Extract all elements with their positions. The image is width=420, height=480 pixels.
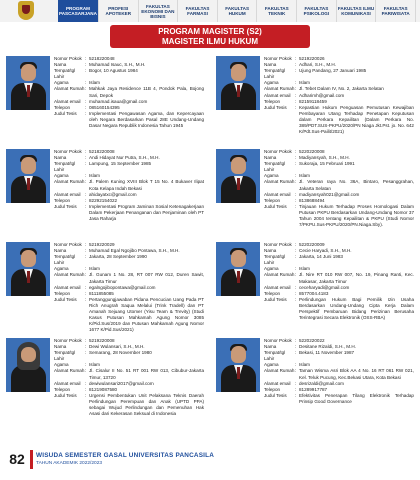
field-separator: : [85,68,87,74]
field-label: Alamat Rumah [264,86,295,92]
field-value-no-pokok: 5219220008 [89,338,115,343]
info-row-judul-tesis [54,393,204,417]
info-row-alamat-rumah [264,179,414,191]
field-separator: : [85,86,87,92]
graduate-photo [216,338,260,392]
field-separator: : [295,92,297,98]
info-row-ttl [54,350,204,362]
info-row-judul-tesis [54,111,204,129]
field-label: Judul Tesis [54,296,77,302]
info-row-ttl [54,161,204,173]
field-label: Alamat email [54,380,81,386]
field-label: Nama [54,248,67,254]
field-value-ttl: Lampung, 15 September 1985 [89,161,152,167]
field-value-telepon: 085160154395 [89,104,120,110]
info-row-ttl [264,350,414,362]
field-label: Alamat email [54,191,81,197]
field-value-alamat-rumah: Mahkak Jaya Residence 11B 4, Pondok Pala, Bojong Sari, Depok [89,86,204,98]
info-row-judul-tesis [264,204,414,228]
field-value-judul-tesis: Implementasi Pengawasan Agama, dan Kepercayaan oleh Negara Berdasarkan Pasal 28E Undang-Undang Dasar Negara Republik Indonesia Tahun 1945 [89,110,204,129]
field-separator: : [295,350,297,356]
field-separator: : [85,161,87,167]
field-label: Nomor Pokok [264,338,292,343]
graduate-photo [6,56,50,110]
field-separator: : [295,272,297,278]
footer-year: TAHUN AKADEMIK 2022/2023 [36,461,103,466]
field-label: Judul Tesis [264,104,287,110]
field-value-alamat-email: madiyansyah021@gmail.com [299,191,360,197]
faculty-tabs [58,0,416,22]
field-value-nama: Desitane Rizaldi, S.H., M.H. [299,344,356,350]
field-separator: : [295,203,297,209]
field-value-judul-tesis: Pertanggungjawaban Pidana Pencucian Uang Pada PT Rich Anugrah Saqua Melalui (Trink Tradell) dan PT Amanah Sejuang Utomer (Yisu Team & Trevity) (Studi Kasus Putusan Mahkamah Agung Nomor 3085 K/Pid.Sus/2019 dan Putusan Mahkamah Agung Nomor 1677 K/Pid.Sus/2021) [89,296,204,333]
field-value-no-pokok: 5219220026 [299,56,325,61]
field-value-no-pokok: 5220220022 [299,338,325,343]
field-separator: : [85,248,87,254]
field-label: Alamat email [264,284,291,290]
field-value-telepon: 81219087580 [89,386,118,392]
field-value-telepon: 82159118459 [299,98,327,104]
field-separator: : [295,149,297,154]
field-value-alamat-email: egalngojibopontawa@gmail.com [89,284,156,290]
field-label: Telepon [54,104,71,110]
field-value-alamat-rumah: Jl. Gunam 1 No. 28, RT 007 RW 012, Duren Sawit, Jakarta Timur [89,272,204,284]
field-value-telepon: 82292154022 [89,197,118,203]
field-separator: : [295,191,297,197]
info-row-alamat-rumah [264,272,414,284]
info-row-alamat-rumah [264,368,414,380]
field-separator: : [295,266,297,272]
graduate-entry [216,338,414,436]
field-separator: : [295,56,297,61]
field-value-judul-tesis: Implementasi Program Jaminan Sosial Ketenagakerjaan Dalam Pekerjaan Penanganan dan Penjaminan oleh PT Jasa Raharja [89,203,204,222]
field-label: Nama [264,344,277,350]
graduate-photo [216,242,260,296]
field-value-telepon: 8111855085 [89,290,114,296]
field-separator: : [295,98,297,104]
field-label: Alamat Rumah [54,368,85,374]
field-value-alamat-rumah: Jl. Palem Kuning XVIII Blok T 15 No. 4 Bukaver Ilipat Kota Kelapa Indah Bekasi [89,179,204,191]
program-title: PROGRAM MAGISTER (S2) [158,27,262,36]
field-label: Telepon [54,197,71,203]
field-value-agama: Islam [89,362,100,368]
graduate-info [54,338,204,417]
field-value-ttl: Bogor, 10 Agustus 1984 [89,68,138,74]
field-label: Alamat Rumah [54,86,85,92]
field-separator: : [85,56,87,61]
info-row-ttl [264,161,414,173]
graduate-entry [216,242,414,340]
field-label: Nama [264,248,277,254]
field-separator: : [295,392,297,398]
field-separator: : [85,254,87,260]
field-label: Tempat/tgl Lahir [54,350,76,362]
field-value-telepon: 81289917787 [299,386,328,392]
field-label: Nama [264,155,277,161]
graduate-entry [6,56,204,154]
field-label: Judul Tesis [264,296,287,302]
graduate-photo [6,149,50,203]
field-label: Agama [264,173,279,179]
field-separator: : [295,254,297,260]
field-label: Agama [54,173,69,179]
field-value-nama: Dewi Wulansari, S.H., M.H. [89,344,145,350]
field-value-judul-tesis: Kepastian Hukum Penguasan Pemutusan Kewajiban Pembayaran Utang Terhadap Penetapan Keputusan dalam Perkara Kepailitan (Dalam Perkara No. 389/PDT.SUS-PKPU/2020/PN Niaga Jkt.Pst. jo. No. 642 K/Pdt.Sus-Pailit/2021) [299,104,414,135]
field-separator: : [295,380,297,386]
field-label: Telepon [54,290,71,296]
field-value-judul-tesis: Efektivitas Penerapan Tilang Elektronik Terhadap Prinsip Good Governance [299,392,414,404]
field-label: Agama [54,266,69,272]
field-label: Nomor Pokok [54,242,82,247]
field-separator: : [295,62,297,68]
tab-program-pascasarjana[interactable]: PROGRAM PASCASARJANA [58,0,99,22]
field-label: Nama [54,344,67,350]
field-value-no-pokok: 5220220009 [299,242,325,247]
field-separator: : [295,290,297,296]
field-value-no-pokok: 5219220029 [89,242,115,247]
field-value-nama: Madiyansyah, S.H., M.H. [299,155,350,161]
field-value-alamat-email: Adharimh@gmail.com [299,92,345,98]
field-separator: : [85,284,87,290]
field-separator: : [85,242,87,247]
field-label: Alamat email [264,380,291,386]
graduate-entry [6,242,204,340]
field-value-judul-tesis: Tinjauan Hukum Terhadap Proses Homologasi Dalam Putusan PKPU Berdasarkan Undang-Undang Nomor 37 Tahun 2004 tentang Kepailitan & PKPU (Studi Nomor 7/PKPU.Sus-PKPU/2020/PN.Niaga.Sby). [299,203,414,228]
field-value-agama: Islam [299,266,310,272]
field-label: Alamat email [264,191,291,197]
field-separator: : [85,272,87,278]
field-separator: : [85,80,87,86]
info-row-ttl [264,68,414,80]
field-value-no-pokok: 5218220048 [89,56,115,61]
field-value-agama: Islam [299,173,310,179]
graduate-entry [6,149,204,247]
tab-fakultas-psikologi[interactable]: FAKULTAS PSIKOLOGI [297,0,337,22]
field-label: Tempat/tgl Lahir [264,254,286,266]
field-separator: : [85,191,87,197]
field-label: Judul Tesis [54,392,77,398]
field-value-alamat-email: ahidayatxc@gmail.com [89,191,137,197]
field-value-nama: Adhari, S.H., M.H. [299,62,337,68]
field-value-ttl: Sukoraja, 15 Februari 1991 [299,161,355,167]
field-separator: : [85,197,87,203]
tab-fakultas-farmasi[interactable]: FAKULTAS FARMASI [178,0,218,22]
graduate-info [264,242,414,321]
graduate-info [264,338,414,405]
field-separator: : [295,284,297,290]
field-label: Judul Tesis [54,203,77,209]
field-value-telepon: 8577004.4183 [299,290,329,296]
graduate-info [54,242,204,333]
field-label: Alamat Rumah [264,368,295,374]
tab-fakultas-teknik[interactable]: FAKULTAS TEKNIK [257,0,297,22]
field-label: Telepon [54,386,71,392]
field-value-alamat-rumah: Jl. Tebet Dalam IV, No. 2, Jakarta Selatan [299,86,384,92]
info-row-judul-tesis [264,297,414,321]
field-label: Nomor Pokok [54,149,82,154]
field-value-alamat-rumah: Taman Wisma Asri Blok AA 4 No. 16 RT 061 RW 021, Kel. Teluk Pucung, Kec.Bekasi Utara, Kota Bekasi [299,368,414,380]
footer-event: WISUDA SEMESTER GASAL UNIVERSITAS PANCASILA [36,452,215,459]
tab-fakultas-ekonomi[interactable]: FAKULTAS EKONOMI DAN BISNIS [139,0,179,22]
field-separator: : [85,296,87,302]
graduate-photo [6,338,50,392]
field-separator: : [295,104,297,110]
field-value-agama: Islam [89,266,100,272]
info-row-ttl [264,254,414,266]
field-value-agama: Islam [89,173,100,179]
field-separator: : [295,155,297,161]
field-label: Tempat/tgl Lahir [264,68,286,80]
field-separator: : [85,266,87,272]
field-separator: : [295,242,297,247]
field-label: Agama [264,266,279,272]
field-label: Alamat email [54,98,81,104]
field-separator: : [85,344,87,350]
field-label: Alamat Rumah [264,179,295,185]
field-separator: : [85,290,87,296]
field-value-no-pokok: 5218220008 [89,149,115,154]
field-label: Agama [264,362,279,368]
graduate-info [54,149,204,222]
field-value-ttl: Jakarta, 28 September 1990 [89,254,147,260]
field-separator: : [85,179,87,185]
field-separator: : [85,338,87,343]
field-separator: : [85,149,87,154]
tab-fakultas-pariwisata[interactable]: FAKULTAS PARIWISATA [376,0,416,22]
field-label: Tempat/tgl Lahir [54,254,76,266]
tab-fakultas-hukum[interactable]: FAKULTAS HUKUM [218,0,258,22]
field-value-alamat-rumah: Jl. Cisalur II No. 51 RT 001 RW 013, Cibubur-Jakarta Timur, 13720 [89,368,204,380]
field-label: Nomor Pokok [54,338,82,343]
field-label: Nama [54,62,67,68]
graduate-photo [6,242,50,296]
field-label: Tempat/tgl Lahir [54,68,76,80]
graduate-entry [216,56,414,154]
footer-divider [30,450,33,469]
field-label: Nomor Pokok [264,149,292,154]
field-label: Judul Tesis [264,392,287,398]
field-separator: : [85,110,87,116]
field-label: Alamat email [54,284,81,290]
field-separator: : [85,368,87,374]
field-separator: : [295,296,297,302]
field-label: Tempat/tgl Lahir [264,350,286,362]
field-separator: : [85,203,87,209]
field-value-no-pokok: 5220220008 [299,149,325,154]
field-separator: : [295,368,297,374]
field-value-agama: Islam [89,80,100,86]
field-label: Nama [54,155,67,161]
field-label: Tempat/tgl Lahir [264,161,286,173]
field-label: Alamat Rumah [264,272,295,278]
field-value-alamat-email: dewiwulansari2017@gmail.com [89,380,154,386]
field-separator: : [295,344,297,350]
info-row-alamat-rumah [54,179,204,191]
field-label: Telepon [264,197,281,203]
tab-profesi-apoteker[interactable]: PROFESI APOTEKER [99,0,139,22]
field-label: Tempat/tgl Lahir [54,161,76,173]
field-value-alamat-rumah: Jl. Nire RT 010 RW 007, No. 19, Pinang Ranti, Kec. Makasar, Jakarta Timur [299,272,414,284]
info-row-judul-tesis [264,105,414,135]
field-value-agama: Islam [299,362,310,368]
field-value-alamat-email: muhamad.isaua@gmail.com [89,98,148,104]
field-value-telepon: 8138688494 [299,197,325,203]
field-label: Nama [264,62,277,68]
field-label: Nomor Pokok [264,56,292,61]
field-value-ttl: Bekasi, 11 November 1987 [299,350,355,356]
field-label: Alamat Rumah [54,179,85,185]
field-value-nama: Andi Hidayat Nur Putra, S.H., M.H. [89,155,160,161]
field-separator: : [295,362,297,368]
graduate-entry [6,338,204,436]
field-separator: : [85,155,87,161]
field-label: Judul Tesis [264,203,287,209]
info-row-judul-tesis [54,204,204,222]
graduate-info [264,149,414,228]
shield-icon [18,1,34,20]
graduate-info [264,56,414,135]
field-separator: : [295,338,297,343]
department-title: MAGISTER ILMU HUKUM [162,37,258,46]
field-separator: : [85,350,87,356]
field-separator: : [295,161,297,167]
field-label: Judul Tesis [54,110,77,116]
field-separator: : [295,248,297,254]
field-value-agama: Islam [299,80,310,86]
top-navigation [0,0,420,22]
university-logo [4,1,48,21]
field-separator: : [295,179,297,185]
tab-fakultas-ilmu-komunikasi[interactable]: FAKULTAS ILMU KOMUNIKASI [337,0,377,22]
field-separator: : [85,173,87,179]
info-row-ttl [54,254,204,266]
page-title [110,25,310,48]
field-label: Agama [54,80,69,86]
field-value-nama: Muhamad Isauc, S.H., M.H. [89,62,146,68]
field-label: Alamat email [264,92,291,98]
info-row-alamat-rumah [54,272,204,284]
field-label: Nomor Pokok [264,242,292,247]
info-row-alamat-rumah [54,368,204,380]
field-separator: : [85,380,87,386]
field-value-judul-tesis: Urgensi Pembentukan Unit Pelaksana Teknis Daerah Perlindungan Perempuan dan Anak (UPTD PPA) sebagai Wujud Perlindungan dan Pemenuhan Hak Asasi dari Kekerasan Seksual di Indonesia [89,392,204,417]
info-row-judul-tesis [54,297,204,334]
field-value-alamat-rumah: Jl. Veteran raya No. 36A, Bintaro, Pesanggrahan, Jakarta Selatan [299,179,414,191]
info-row-judul-tesis [264,393,414,405]
field-value-ttl: Semarang, 28 November 1980 [89,350,152,356]
graduate-info [54,56,204,129]
field-label: Telepon [264,98,281,104]
field-separator: : [85,392,87,398]
field-separator: : [85,62,87,68]
field-value-nama: Cecie Haryadi, S.H., M.H. [299,248,352,254]
info-row-ttl [54,68,204,80]
field-label: Nomor Pokok [54,56,82,61]
field-label: Alamat Rumah [54,272,85,278]
page-number: 82 [9,451,25,467]
info-row-alamat-rumah [54,86,204,98]
field-label: Telepon [264,386,281,392]
field-separator: : [85,104,87,110]
field-value-ttl: Ujung Pandang, 27 Januari 1985 [299,68,367,74]
field-separator: : [295,386,297,392]
graduate-entry [216,149,414,247]
field-separator: : [85,386,87,392]
field-separator: : [85,98,87,104]
field-value-alamat-email: desrizaldi@gmail.com [299,380,344,386]
graduate-photo [216,149,260,203]
field-separator: : [295,80,297,86]
field-value-nama: Muhamad Egal Ngojibo Pontawa, S.H., M.H. [89,248,180,254]
field-label: Agama [54,362,69,368]
field-separator: : [295,68,297,74]
field-label: Agama [264,80,279,86]
field-value-judul-tesis: Perlindungan Hukum Bagi Pemilik Izin Usaha Berdasarkan Undang-Undang Cipta Kerja Dalam Perspektif Pembaruan Bidang Perizinan Berusaha Terintegrasi Secara Elektronik (OSS-RBA) [299,296,414,321]
field-separator: : [295,86,297,92]
graduate-photo [216,56,260,110]
field-value-ttl: Jakarta, 14 Juni 1983 [299,254,343,260]
field-separator: : [295,173,297,179]
field-separator: : [295,197,297,203]
field-separator: : [85,362,87,368]
field-label: Telepon [264,290,281,296]
field-value-alamat-email: ceceharyadi@gmail.com [299,284,350,290]
